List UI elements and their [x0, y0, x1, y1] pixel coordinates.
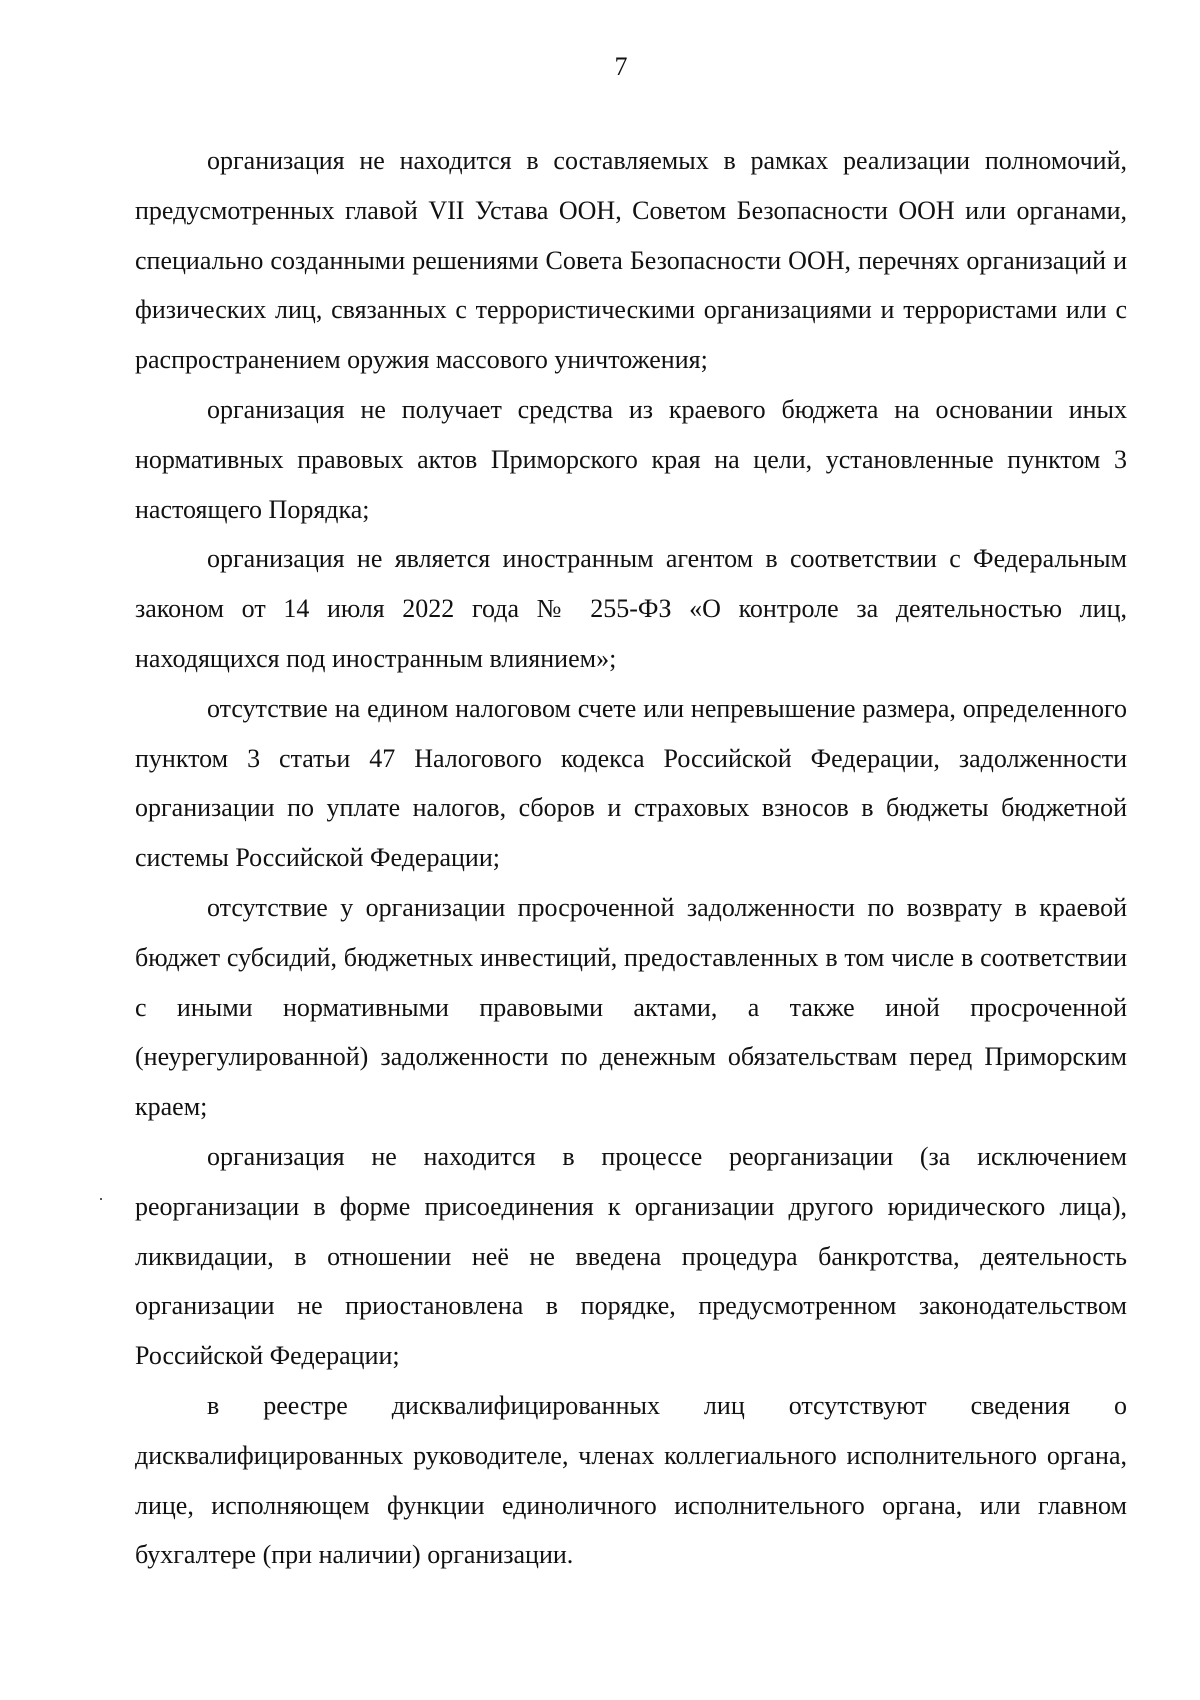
paragraph-no-other-regional-funding: организация не получает средства из краевого бюджета на основании иных нормативных правовых актов Приморского края на цели, установленные пунктом 3 настоящего Порядка;	[135, 394, 1127, 524]
page-number: 7	[614, 52, 628, 81]
paragraph-no-disqualified-persons: в реестре дисквалифицированных лиц отсутствуют сведения о дисквалифицированных руководителе, членах коллегиального исполнительного органа, лице, исполняющем функции единоличного исполнительного органа, или главном бухгалтере (при наличии) организации.	[135, 1390, 1127, 1570]
paragraph-un-sanctions-lists: организация не находится в составляемых в рамках реализации полномочий, предусмотренных главой VII Устава ООН, Советом Безопасности ООН или органами, специально созданными решениями Совета Безопасности ООН, перечнях организаций и физических лиц, связанных с террористическими организациями и террористами или с распространением оружия массового уничтожения;	[135, 146, 1127, 375]
paragraph-no-tax-debt: отсутствие на едином налоговом счете или непревышение размера, определенного пунктом 3 статьи 47 Налогового кодекса Российской Федерации, задолженности организации по уплате налогов, сборов и страховых взносов в бюджеты бюджетной системы Российской Федерации;	[135, 693, 1127, 873]
scan-speck	[100, 1198, 102, 1200]
paragraph-not-foreign-agent: организация не является иностранным агентом в соответствии с Федеральным законом от 14 июля 2022 года № 255-ФЗ «О контроле за деятельностью лиц, находящихся под иностранным влиянием»;	[135, 544, 1127, 673]
document-body	[135, 136, 1127, 1580]
paragraph-no-reorganization-liquidation: организация не находится в процессе реорганизации (за исключением реорганизации в форме присоединения к организации другого юридического лица), ликвидации, в отношении неё не введена процедура банкротства, деятельность организации не приостановлена в порядке, предусмотренном законодательством Российской Федерации;	[135, 1141, 1127, 1371]
paragraph-no-overdue-debt: отсутствие у организации просроченной задолженности по возврату в краевой бюджет субсидий, бюджетных инвестиций, предоставленных в том числе в соответствии с иными нормативными правовыми актами, а также иной просроченной (неурегулированной) задолженности по денежным обязательствам перед Приморским краем;	[135, 892, 1127, 1122]
